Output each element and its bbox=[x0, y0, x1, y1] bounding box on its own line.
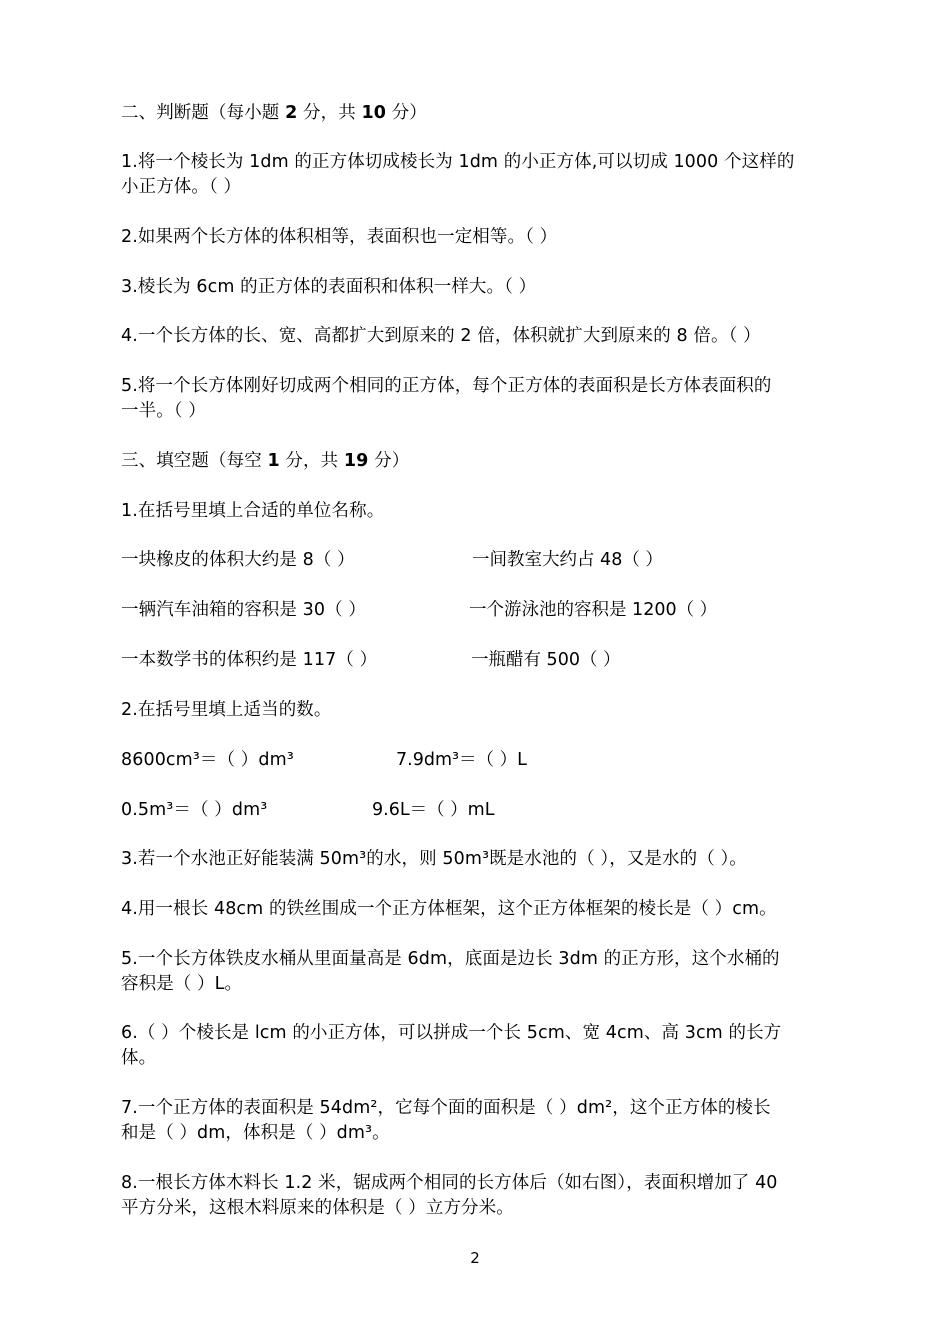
s3-q4: 4.用一根长 48cm 的铁丝围成一个正方体框架，这个正方体框架的棱长是（ ）cm。 bbox=[121, 899, 777, 919]
s2-q1-line2: 小正方体。（ ） bbox=[121, 177, 242, 197]
s3-q8-line1: 8.一根长方体木料长 1.2 米，锯成两个相同的长方体后（如右图），表面积增加了 40 bbox=[121, 1173, 778, 1193]
section3-points-each: 1 bbox=[267, 451, 280, 471]
s2-q3: 3.棱长为 6cm 的正方体的表面积和体积一样大。（ ） bbox=[121, 277, 537, 297]
section3-title bbox=[121, 449, 409, 473]
s3-q1-item: 一块橡皮的体积大约是 8（ ） bbox=[121, 550, 355, 570]
s3-q2-item: 8600cm³＝（ ）dm³ bbox=[121, 750, 294, 770]
s3-q2-item: 9.6L＝（ ）mL bbox=[372, 800, 495, 820]
s2-q5-line1: 5.将一个长方体刚好切成两个相同的正方体，每个正方体的表面积是长方体表面积的 bbox=[121, 376, 772, 396]
section3-title-part: 三、填空题（每空 bbox=[121, 451, 268, 471]
s3-q1-item: 一本数学书的体积约是 117（ ） bbox=[121, 650, 378, 670]
s3-q1-item: 一瓶醋有 500（ ） bbox=[471, 650, 621, 670]
section2-title-part: 分） bbox=[386, 103, 427, 123]
s3-q7-line2: 和是（ ）dm，体积是（ ）dm³。 bbox=[121, 1123, 390, 1143]
s3-q2-item: 7.9dm³＝（ ）L bbox=[396, 750, 527, 770]
s2-q2: 2.如果两个长方体的体积相等，表面积也一定相等。（ ） bbox=[121, 227, 558, 247]
section3-title-part: 分，共 bbox=[279, 451, 344, 471]
s3-q5-line1: 5.一个长方体铁皮水桶从里面量高是 6dm，底面是边长 3dm 的正方形，这个水桶的 bbox=[121, 949, 780, 969]
s3-q1-item: 一个游泳池的容积是 1200（ ） bbox=[469, 600, 718, 620]
s3-q7-line1: 7.一个正方体的表面积是 54dm²，它每个面的面积是（ ）dm²，这个正方体的棱长 bbox=[121, 1098, 771, 1118]
s2-q4: 4.一个长方体的长、宽、高都扩大到原来的 2 倍，体积就扩大到原来的 8 倍。（ ） bbox=[121, 326, 761, 346]
section3-title-part: 分） bbox=[368, 451, 410, 471]
section2-title-part: 分，共 bbox=[297, 103, 362, 123]
s3-q1-item: 一辆汽车油箱的容积是 30（ ） bbox=[121, 600, 366, 620]
s3-q5-line2: 容积是（ ）L。 bbox=[121, 974, 243, 994]
page-number: 2 bbox=[470, 1249, 480, 1267]
s2-q5-line2: 一半。（ ） bbox=[121, 401, 206, 421]
section2-title-part: 二、判断题（每小题 bbox=[121, 103, 286, 123]
s3-q8-line2: 平方分米，这根木料原来的体积是（ ）立方分米。 bbox=[121, 1198, 514, 1218]
s3-q2: 2.在括号里填上适当的数。 bbox=[121, 700, 332, 720]
s3-q2-item: 0.5m³＝（ ）dm³ bbox=[121, 800, 268, 820]
section2-title bbox=[121, 101, 427, 125]
section2-points-total: 10 bbox=[361, 103, 387, 123]
s3-q6-line2: 体。 bbox=[121, 1048, 157, 1068]
s3-q1-item: 一间教室大约占 48（ ） bbox=[472, 550, 663, 570]
s3-q3: 3.若一个水池正好能装满 50m³的水，则 50m³既是水池的（ ），又是水的（ ）。 bbox=[121, 849, 747, 869]
s2-q1-line1: 1.将一个棱长为 1dm 的正方体切成棱长为 1dm 的小正方体,可以切成 1000 个这样的 bbox=[121, 152, 795, 172]
s3-q1: 1.在括号里填上合适的单位名称。 bbox=[121, 501, 385, 521]
section2-points-each: 2 bbox=[285, 103, 298, 123]
section3-points-total: 19 bbox=[343, 451, 369, 471]
s3-q6-line1: 6.（ ）个棱长是 lcm 的小正方体，可以拼成一个长 5cm、宽 4cm、高 3cm 的长方 bbox=[121, 1023, 782, 1043]
